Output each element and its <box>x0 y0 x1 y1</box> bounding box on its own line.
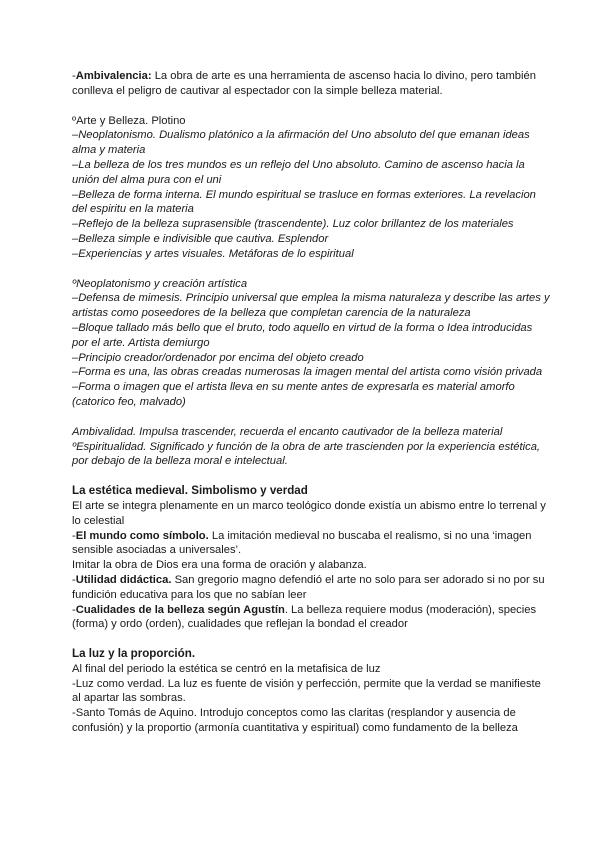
luz-verdad: -Luz como verdad. La luz es fuente de visión y perfección, permite que la verdad se manifieste al apartar las sombras. <box>72 677 541 705</box>
creacion-item: –Forma o imagen que el artista lleva en su mente antes de expresarla es material amorfo (catorico feo, malvado) <box>72 381 515 408</box>
ambivalencia-term: Ambivalencia: <box>75 70 152 82</box>
plotino-item: –La belleza de los tres mundos es un reflejo del Uno absoluto. Camino de ascenso hacia la unión del alma pura con el uni <box>72 158 525 186</box>
luz-intro: Al final del periodo la estética se centró en la metafisica de luz <box>72 662 381 675</box>
cualidades-paragraph <box>72 603 550 633</box>
cualidades-term: Cualidades de la belleza según Agustín <box>75 603 285 616</box>
luz-heading: La luz y la proporción. <box>72 647 196 661</box>
dash: - <box>72 573 76 586</box>
creacion-item: –Bloque tallado más bello que el bruto, todo aquello en virtud de la forma o Idea introducidas por el arte. Artista demiurgo <box>72 321 533 349</box>
creacion-item: –Defensa de mimesis. Principio universal que emplea la misma naturaleza y describe las artes y artistas como poseedores de la belleza que completan carencia de la naturaleza <box>72 292 550 320</box>
imitar-line: Imitar la obra de Dios era una forma de oración y alabanza. <box>72 559 367 572</box>
simbolo-text: La imitación medieval no buscaba el realismo, si no una ‘imagen sensible asociadas a universales’. <box>72 529 532 557</box>
cualidades-text: . La belleza requiere modus (moderación), species (forma) y ordo (orden), cualidades que reflejan la bondad el creador <box>72 603 537 631</box>
simbolo-paragraph <box>72 529 550 559</box>
creacion-heading: ºNeoplatonismo y creación artística <box>72 277 248 290</box>
medieval-intro: El arte se integra plenamente en un marco teológico donde existía un abismo entre lo terrenal y lo celestial <box>72 499 546 527</box>
plotino-item: –Reflejo de la belleza suprasensible (trascendente). Luz color brillantez de los materiales <box>72 218 514 231</box>
ambivalencia-paragraph <box>72 69 550 99</box>
luz-tomas: -Santo Tomás de Aquino. Introdujo conceptos como las claritas (resplandor y ausencia de confusión) y la proportio (armonía cuantitativa y espiritual) como fundamento de la belleza <box>72 707 518 735</box>
plotino-item: –Experiencias y artes visuales. Metáforas de lo espiritual <box>72 247 354 260</box>
plotino-item: –Belleza simple e indivisible que cautiva. Esplendor <box>72 232 329 245</box>
simbolo-term: El mundo como símbolo. <box>75 529 209 542</box>
ambivalidad-line: Ambivalidad. Impulsa trascender, recuerda el encanto cautivador de la belleza material <box>72 425 503 438</box>
utilidad-term: Utilidad didáctica. <box>75 573 172 586</box>
utilidad-text: San gregorio magno defendió el arte no solo para ser adorado si no por su fundición educativa para los que no sabían leer <box>72 573 545 601</box>
plotino-item: –Neoplatonismo. Dualismo platónico a la afirmación del Uno absoluto del que emanan ideas alma y materia <box>72 129 530 157</box>
ambivalencia-text: La obra de arte es una herramienta de ascenso hacia lo divino, pero también conlleva el peligro de cautivar al espectador con la simple belleza material. <box>72 70 536 97</box>
creacion-item: –Forma es una, las obras creadas numerosas la imagen mental del artista como visión privada <box>72 366 543 379</box>
medieval-heading: La estética medieval. Simbolismo y verdad <box>72 484 308 498</box>
creacion-item: –Principio creador/ordenador por encima del objeto creado <box>72 351 364 364</box>
dash: - <box>72 70 76 82</box>
utilidad-paragraph <box>72 573 550 603</box>
plotino-heading: ºArte y Belleza. Plotino <box>72 114 186 127</box>
dash: - <box>72 529 76 542</box>
dash: - <box>72 603 76 616</box>
espiritualidad-line: ºEspiritualidad. Significado y función de la obra de arte trascienden por la experiencia estética, por debajo de la belleza moral e intelectual. <box>72 440 541 468</box>
plotino-item: –Belleza de forma interna. El mundo espiritual se trasluce en formas exteriores. La revelacion del espiritu en la materia <box>72 188 536 216</box>
